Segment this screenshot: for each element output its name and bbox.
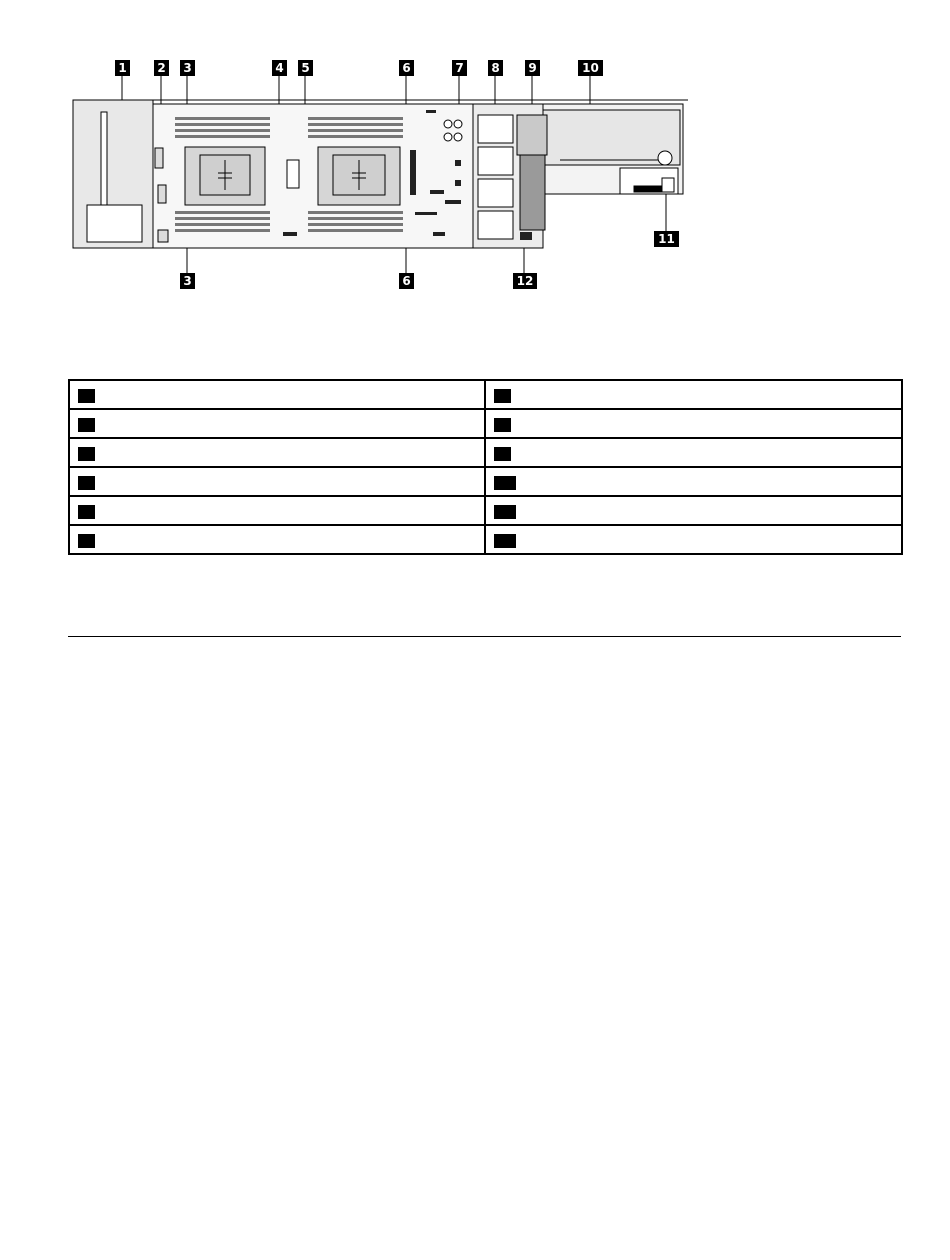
legend-cell — [485, 438, 902, 467]
legend-cell — [69, 525, 485, 554]
callout-10: 10 — [578, 60, 603, 76]
legend-cell — [69, 409, 485, 438]
callout-1: 1 — [115, 60, 130, 76]
legend-cell — [485, 525, 902, 554]
callout-4: 4 — [272, 60, 287, 76]
callout-11: 11 — [654, 231, 679, 247]
callout-legend-table — [68, 379, 903, 555]
callout-key-9 — [494, 447, 511, 461]
callout-6-bottom: 6 — [399, 273, 414, 289]
system-board-diagram — [0, 0, 950, 300]
callout-2: 2 — [154, 60, 169, 76]
callout-key-7 — [494, 389, 511, 403]
legend-cell — [485, 467, 902, 496]
callout-key-2 — [78, 418, 95, 432]
callout-key-4 — [78, 476, 95, 490]
legend-cell — [69, 438, 485, 467]
callout-3: 3 — [180, 60, 195, 76]
callout-key-5 — [78, 505, 95, 519]
table-row — [69, 525, 902, 554]
legend-cell — [69, 467, 485, 496]
legend-cell — [69, 496, 485, 525]
callout-12: 12 — [513, 273, 537, 289]
table-row — [69, 438, 902, 467]
legend-cell — [485, 409, 902, 438]
callout-6: 6 — [399, 60, 414, 76]
callout-3-bottom: 3 — [180, 273, 195, 289]
callout-7: 7 — [452, 60, 467, 76]
callout-key-1 — [78, 389, 95, 403]
system-board-drawing — [0, 0, 950, 300]
table-row — [69, 380, 902, 409]
legend-cell — [485, 380, 902, 409]
callout-8: 8 — [488, 60, 503, 76]
callout-key-12 — [494, 534, 516, 548]
section-divider — [68, 636, 901, 637]
table-row — [69, 467, 902, 496]
callout-key-8 — [494, 418, 511, 432]
legend-cell — [69, 380, 485, 409]
legend-cell — [485, 496, 902, 525]
callout-key-11 — [494, 505, 516, 519]
table-row — [69, 496, 902, 525]
callout-key-3 — [78, 447, 95, 461]
callout-9: 9 — [525, 60, 540, 76]
callout-key-6 — [78, 534, 95, 548]
table-row — [69, 409, 902, 438]
callout-key-10 — [494, 476, 516, 490]
callout-5: 5 — [298, 60, 313, 76]
